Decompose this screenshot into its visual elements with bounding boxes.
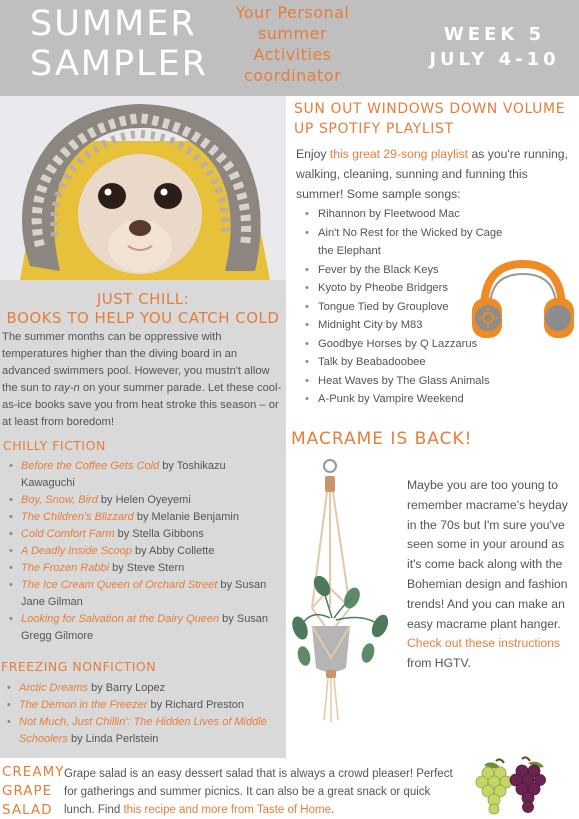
playlist-link[interactable]: this great 29-song playlist — [329, 147, 469, 161]
list-item: • Tongue Tied by Grouplove — [318, 298, 518, 317]
book-author: by Susan Gregg Gilmore — [21, 613, 269, 642]
book-title-link[interactable]: Arctic Dreams — [19, 682, 89, 694]
book-title-link[interactable]: Boy, Snow, Bird — [21, 494, 98, 506]
grape-title-line-1: CREAMY — [2, 764, 65, 780]
list-item: • A-Punk by Vampire Weekend — [318, 390, 518, 409]
book-title-link[interactable]: The Demon in the Freezer — [19, 699, 148, 711]
dog-photo — [0, 96, 286, 280]
title-line-2: SAMPLER — [30, 44, 209, 84]
list-item: • Ain't No Rest for the Wicked by Cage the Elephant — [318, 224, 518, 261]
list-item — [21, 458, 279, 492]
book-author: by Abby Collette — [131, 545, 215, 557]
week-dates: JULY 4-10 — [429, 49, 560, 70]
list-item — [21, 543, 279, 560]
book-author: by Melanie Benjamin — [133, 511, 239, 523]
books-intro-pun: ray-n — [54, 382, 80, 394]
playlist-section-title: SUN OUT WINDOWS DOWN VOLUME UP SPOTIFY PLAYLIST — [294, 101, 566, 137]
grape-title-line-2: GRAPE — [2, 783, 53, 799]
tagline-line-4: coordinator — [243, 66, 342, 85]
page-title — [30, 4, 209, 84]
nonfiction-list — [19, 680, 281, 748]
list-item — [21, 577, 279, 611]
list-item — [19, 714, 281, 748]
dog-in-yellow-hoodie-image — [0, 96, 286, 280]
book-author: by Steve Stern — [109, 562, 185, 574]
book-author: by Barry Lopez — [88, 682, 166, 694]
grapes-icon — [470, 755, 550, 819]
list-item: • Midnight City by M83 — [318, 316, 518, 335]
list-item — [21, 611, 279, 645]
grape-salad-body — [64, 765, 454, 819]
fiction-heading: CHILLY FICTION — [3, 438, 106, 453]
books-section-title — [0, 290, 286, 328]
book-author: by Stella Gibbons — [114, 528, 204, 540]
books-intro-part-1: The summer months can be oppressive with temperatures higher than the diving board in an advanced swimmers pool. However, you mustn't allow the sun to — [2, 331, 270, 394]
list-item: • Kyoto by Pheobe Bridgers — [318, 279, 518, 298]
books-title-line-2: BOOKS TO HELP YOU CATCH COLD — [6, 309, 280, 327]
book-author: by Toshikazu Kawaguchi — [21, 460, 226, 489]
macrame-plant-hanger-image — [290, 458, 398, 728]
nonfiction-heading: FREEZING NONFICTION — [1, 659, 157, 674]
book-title-link[interactable]: The Ice Cream Queen of Orchard Street — [21, 579, 218, 591]
macrame-text-end: from HGTV. — [407, 656, 471, 671]
list-item — [21, 509, 279, 526]
list-item: • Rihannon by Fleetwood Mac — [318, 205, 518, 224]
grape-text-end: . — [330, 804, 335, 816]
tagline-line-1: Your Personal — [235, 3, 350, 22]
grape-salad-title — [2, 763, 65, 819]
tagline — [210, 2, 375, 86]
macrame-body — [407, 476, 577, 674]
books-intro — [2, 329, 284, 431]
list-item: • Heat Waves by The Glass Animals — [318, 372, 518, 391]
book-title-link[interactable]: The Children's Blizzard — [21, 511, 134, 523]
recipe-link[interactable]: this recipe and more from Taste of Home — [123, 804, 331, 816]
book-author: by Richard Preston — [147, 699, 244, 711]
book-title-link[interactable]: Before the Coffee Gets Cold — [21, 460, 160, 472]
week-number: WEEK 5 — [443, 24, 546, 45]
book-title-link[interactable]: Looking for Salvation at the Dairy Queen — [21, 613, 220, 625]
list-item — [19, 680, 281, 697]
list-item — [21, 526, 279, 543]
books-intro-part-2: on your summer parade. Let these cool-as-ice books save you from heat stroke this season – or at least from boredom! — [2, 382, 282, 428]
macrame-instructions-link[interactable]: Check out these instructions — [407, 636, 561, 651]
tagline-line-3: Activities — [253, 45, 332, 64]
week-label — [410, 22, 579, 72]
tagline-line-2: summer — [257, 24, 328, 43]
book-title-link[interactable]: The Frozen Rabbi — [21, 562, 110, 574]
headphones-icon — [470, 258, 576, 342]
list-item — [21, 492, 279, 509]
book-author: by Helen Oyeyemi — [97, 494, 191, 506]
list-item: • Goodbye Horses by Q Lazzarus — [318, 335, 518, 354]
playlist-intro — [296, 144, 576, 204]
playlist-intro-pre: Enjoy — [296, 147, 330, 161]
books-title-line-1: JUST CHILL: — [96, 290, 190, 308]
macrame-section-title: MACRAME IS BACK! — [291, 429, 473, 449]
book-author: by Susan Jane Gilman — [21, 579, 267, 608]
macrame-text: Maybe you are too young to remember macrame's heyday in the 70s but I'm sure you've seen some in your around as it's come back along with the Bohemian design and fashion trends! And you can make an easy macrame plant hanger. — [407, 478, 568, 631]
grape-text: Grape salad is an easy dessert salad that is always a crowd pleaser! Perfect for gatherings and summer picnics. It can also be a great snack or quick lunch. Find — [64, 768, 453, 816]
book-author: by Linda Perlstein — [67, 733, 159, 745]
playlist-intro-post: as you're running, walking, cleaning, sunning and funning this summer! Some sample songs: — [296, 147, 568, 201]
book-title-link[interactable]: Cold Comfort Farm — [21, 528, 115, 540]
fiction-list — [21, 458, 279, 645]
list-item — [21, 560, 279, 577]
title-line-1: SUMMER — [30, 4, 197, 44]
book-title-link[interactable]: Not Much, Just Chillin': The Hidden Lives of Middle Schoolers — [19, 716, 267, 745]
grape-title-line-3: SALAD — [2, 802, 53, 818]
list-item — [19, 697, 281, 714]
book-title-link[interactable]: A Deadly Inside Scoop — [21, 545, 132, 557]
list-item: • Talk by Beabadoobee — [318, 353, 518, 372]
list-item: • Fever by the Black Keys — [318, 261, 518, 280]
